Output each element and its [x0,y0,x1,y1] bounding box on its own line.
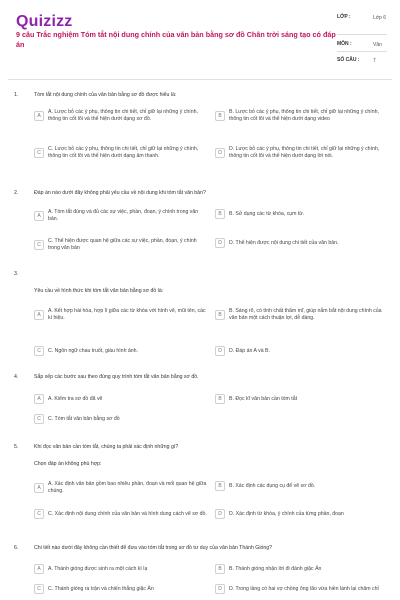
option-letter-box: D [215,584,225,594]
section-divider [8,79,392,80]
option-b[interactable] [215,481,391,491]
option-text: C. Xác định nội dung chính của văn bản và hình dung cách vẽ sơ đồ. [48,510,207,517]
question-text: Yêu cầu về hình thức khi tóm tắt văn bản bằng sơ đồ là: [34,288,164,294]
option-letter-box: C [34,346,44,356]
option-text: A. Tóm tắt đúng và đủ các sự việc, phần, đoạn, ý chính trong văn bản. [48,209,199,222]
option-text: D. Đáp án A và B. [229,347,270,354]
option-text: D. Trong làng có hai vợ chồng ông lão vừa hiền lành lại chăm chỉ [229,585,379,592]
question-number: 3. [14,271,19,277]
option-text: B. Sử dụng các từ khóa, cụm từ. [229,210,305,217]
option-text: D. Xác định từ khóa, ý chính của từng phần, đoạn [229,510,344,517]
question-subtext: Chọn đáp án không phù hợp: [34,461,102,467]
option-text: B. Đọc kĩ văn bản cần tóm tắt [229,395,298,402]
option-letter-box: B [215,111,225,121]
option-d[interactable] [215,509,391,519]
option-text: A. Thánh gióng được sinh ra một cách kì lạ [48,565,148,572]
option-letter-box: D [215,238,225,248]
option-b[interactable] [215,109,391,123]
question-number: 1. [14,92,19,98]
option-d[interactable] [215,146,391,160]
question-text: Đáp án nào dưới đây không phải yêu cầu về nội dung khi tóm tắt văn bản? [34,190,206,196]
meta-grade-value: Lớp 6 [373,15,387,21]
option-text: A. Xác định văn bản gồm bao nhiêu phần, đoạn và mối quan hệ giữa chúng. [48,481,207,494]
option-text: B. Lược bỏ các ý phụ, thông tin chi tiết, chỉ giữ lại những ý chính, thông tin cốt lõi và thể hiện dưới dạng video [229,109,379,122]
option-text: C. Tóm tắt văn bản bằng sơ đồ [48,415,120,422]
option-c[interactable] [34,146,209,160]
option-text: B. Thánh gióng nhận lời đi đánh giặc Ân [229,565,322,572]
option-c[interactable] [34,584,209,594]
question-text: Sắp xếp các bước sau theo đúng quy trình tóm tắt văn bản bằng sơ đồ. [34,374,199,380]
meta-divider [337,51,387,52]
question-number: 2. [14,190,19,196]
option-text: D. Thể hiện được nội dung chi tiết của văn bản. [229,239,339,246]
worksheet-title: 9 câu Trắc nghiệm Tóm tắt nội dung chính của văn bản bằng sơ đồ Chân trời sáng tạo có đáp án [16,30,336,49]
option-a[interactable] [34,564,209,574]
option-text: C. Lược bỏ các ý phụ, thông tin chi tiết, chỉ giữ lại những ý chính, thông tin cốt lõi và thể hiện dưới dạng âm thanh. [48,146,199,159]
option-letter-box: C [34,414,44,424]
option-c[interactable] [34,509,209,519]
option-a[interactable] [34,481,209,495]
option-a[interactable] [34,209,209,223]
question-text: Chi tiết nào dưới đây không cần thiết để đưa vào tóm tắt trong sơ đồ tư duy của văn bản Thánh Gióng? [34,545,273,551]
option-text: B. Sáng rõ, có tính chất thẩm mĩ, giúp nắm bắt nội dung chính của văn bản một cách thuận lợi, dễ dàng. [229,308,382,321]
option-d[interactable] [215,584,391,594]
option-letter-box: C [34,148,44,158]
option-b[interactable] [215,564,391,574]
option-letter-box: B [215,481,225,491]
option-letter-box: A [34,564,44,574]
option-text: D. Lược bỏ các ý phụ, thông tin chi tiết, chỉ giữ lại những ý chính, thông tin cốt lõi và thể hiện dưới dạng lời nói. [229,146,380,159]
question-number: 5. [14,444,19,450]
meta-divider [337,34,387,35]
option-a[interactable] [34,394,209,404]
option-text: A. Kết hợp hài hòa, hợp lí giữa các từ khóa với hình vẽ, mũi tên, các kí hiệu. [48,308,206,321]
option-letter-box: D [215,148,225,158]
option-letter-box: B [215,394,225,404]
quizizz-logo: Quizizz [16,13,73,30]
option-a[interactable] [34,109,209,123]
option-text: A. Kiểm tra sơ đồ đã vẽ [48,395,103,402]
worksheet-header [0,0,400,75]
option-letter-box: A [34,394,44,404]
option-d[interactable] [215,238,391,248]
option-letter-box: C [34,240,44,250]
question-number: 4. [14,374,19,380]
option-text: B. Xác định các dụng cụ để vẽ sơ đồ. [229,482,316,489]
option-letter-box: C [34,584,44,594]
option-letter-box: A [34,310,44,320]
option-letter-box: A [34,211,44,221]
question-text: Khi đọc văn bản cần tóm tắt, chúng ta phải xác định những gì? [34,444,179,450]
meta-subject-value: Văn [373,42,382,48]
question-number: 6. [14,545,19,551]
option-text: C. Thánh gióng ra trận và chiến thắng giặc Ân [48,585,154,592]
option-letter-box: A [34,111,44,121]
meta-count-value: 7 [373,58,376,64]
option-b[interactable] [215,209,391,219]
option-d[interactable] [215,346,391,356]
meta-subject-label: MÔN : [337,41,352,47]
option-letter-box: B [215,564,225,574]
option-letter-box: B [215,310,225,320]
option-letter-box: C [34,509,44,519]
option-text: A. Lược bỏ các ý phụ, thông tin chi tiết, chỉ giữ lại những ý chính, thông tin cốt lõi và thể hiện dưới dạng sơ đồ. [48,109,198,122]
option-text: C. Thể hiện được quan hệ giữa các sự việc, phần, đoạn, ý chính trong văn bản [48,238,197,251]
option-letter-box: B [215,209,225,219]
meta-count-label: SỐ CÂU : [337,57,360,63]
option-c[interactable] [34,238,209,252]
option-letter-box: D [215,509,225,519]
option-c[interactable] [34,414,209,424]
option-c[interactable] [34,346,209,356]
option-a[interactable] [34,308,209,322]
option-letter-box: D [215,346,225,356]
option-text: C. Ngôn ngữ chau truốt, giàu hình ảnh. [48,347,138,354]
question-text: Tóm tắt nội dung chính của văn bản bằng sơ đồ được hiểu là: [34,92,177,98]
meta-grade-label: LỚP : [337,14,351,20]
option-letter-box: A [34,483,44,493]
option-b[interactable] [215,308,391,322]
option-b[interactable] [215,394,391,404]
